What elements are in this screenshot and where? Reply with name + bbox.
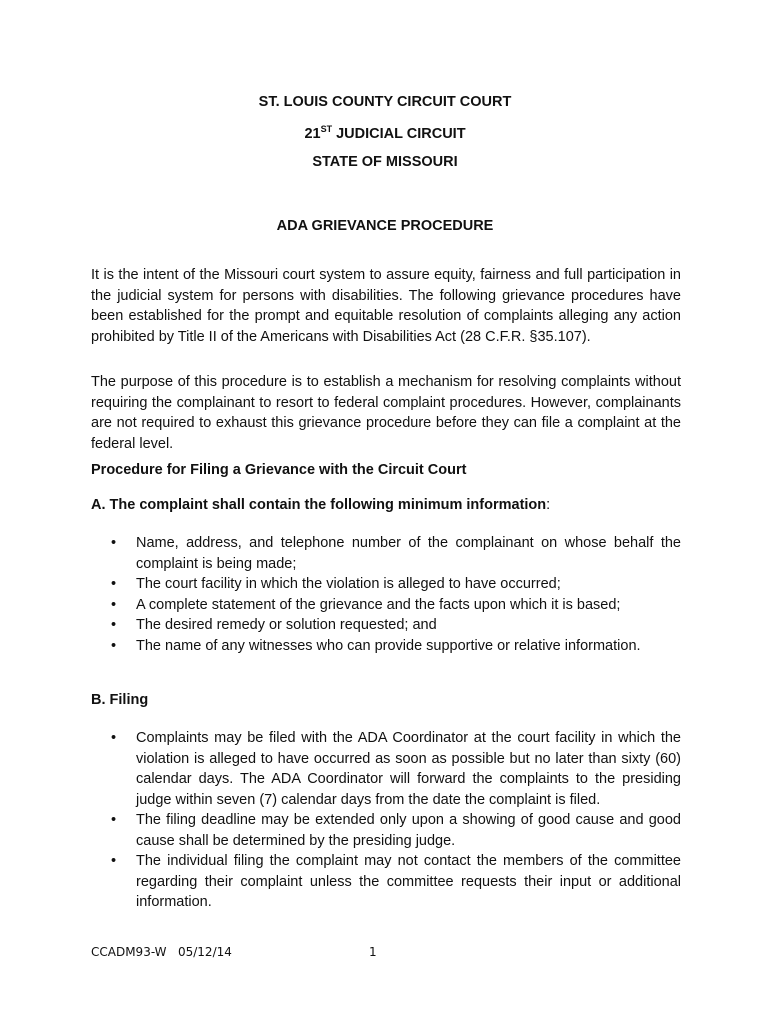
bullet-icon: •	[111, 617, 117, 633]
section-a-heading-text: A. The complaint shall contain the following minimum information	[91, 497, 547, 513]
bullet-icon: •	[111, 576, 117, 592]
circuit-number-suffix: ST	[320, 124, 333, 134]
list-item: • The filing deadline may be extended only upon a showing of good cause and good cause shall be determined by the presiding judge.	[111, 812, 681, 849]
bullet-icon: •	[111, 853, 117, 869]
section-b-heading: B. Filing	[91, 692, 149, 708]
list-item: • Name, address, and telephone number of the complainant on whose behalf the complaint is being made;	[111, 535, 681, 572]
list-item: • The desired remedy or solution requested; and	[91, 615, 681, 636]
form-id: CCADM93-W 05/12/14	[91, 945, 232, 959]
purpose-paragraph: The purpose of this procedure is to establish a mechanism for resolving complaints without requiring the complainant to resort to federal complaint procedures. However, complainants are not required to exhaust this grievance procedure before they can file a complaint at the federal level.	[91, 374, 681, 452]
bullet-icon: •	[111, 535, 117, 551]
section-b-list	[91, 728, 681, 913]
list-item: • The court facility in which the violation is alleged to have occurred;	[91, 574, 681, 595]
court-name: ST. LOUIS COUNTY CIRCUIT COURT	[258, 94, 512, 110]
list-item: • The name of any witnesses who can provide supportive or relative information.	[91, 636, 681, 657]
list-item: • Complaints may be filed with the ADA Coordinator at the court facility in which the violation is alleged to have occurred as soon as possible but no later than sixty (60) calendar days. The ADA Coordinator will forward the complaints to the presiding judge within seven (7) calendar days from the date the complaint is filed.	[111, 730, 681, 808]
page-number: 1	[369, 945, 377, 959]
bullet-icon: •	[111, 637, 117, 654]
intro-paragraph: It is the intent of the Missouri court system to assure equity, fairness and full participation in the judicial system for persons with disabilities. The following grievance procedures have been established for the prompt and equitable resolution of complaints alleging any action prohibited by Title II of the Americans with Disabilities Act (28 C.F.R. §35.107).	[91, 267, 681, 345]
section-a-heading-colon: :	[546, 497, 551, 513]
list-item: • The individual filing the complaint may not contact the members of the committee regarding their complaint unless the committee requests their input or additional information.	[111, 853, 681, 910]
circuit-label: JUDICIAL CIRCUIT	[332, 126, 466, 142]
list-item: • A complete statement of the grievance and the facts upon which it is based;	[91, 595, 681, 616]
judicial-circuit	[0, 124, 770, 142]
circuit-number: 21	[304, 126, 321, 142]
bullet-icon: •	[111, 812, 117, 828]
procedure-heading: Procedure for Filing a Grievance with the Circuit Court	[91, 462, 467, 478]
section-a-heading	[91, 497, 550, 513]
state-name: STATE OF MISSOURI	[312, 154, 458, 170]
bullet-icon: •	[111, 596, 117, 613]
section-a-list	[91, 533, 681, 656]
bullet-icon: •	[111, 730, 117, 746]
document-title: ADA GRIEVANCE PROCEDURE	[276, 218, 494, 234]
